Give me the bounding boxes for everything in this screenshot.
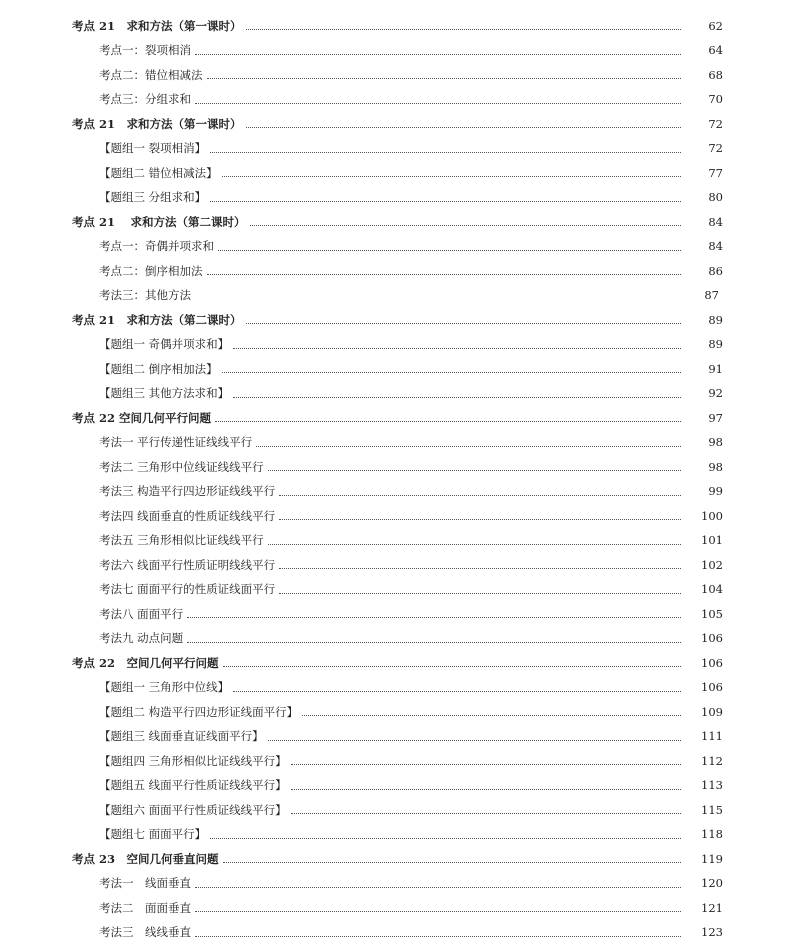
dot-leader <box>210 837 681 839</box>
toc-entry-title: 考法九 动点问题 <box>99 631 184 645</box>
toc-section-entry[interactable] <box>0 259 794 284</box>
toc-entry-title: 考点 21 求和方法（第二课时） <box>72 214 246 229</box>
toc-page-number: 77 <box>708 165 723 180</box>
dot-leader <box>195 935 681 937</box>
dot-leader <box>195 886 681 888</box>
toc-entry-title: 考法七 面面平行的性质证线面平行 <box>99 582 276 596</box>
toc-section-entry[interactable] <box>0 137 794 162</box>
dot-leader <box>246 28 681 30</box>
toc-section-entry[interactable] <box>0 235 794 260</box>
toc-page-number: 119 <box>701 851 723 866</box>
toc-section-entry[interactable] <box>0 333 794 358</box>
toc-entry-title: 考法二 三角形中位线证线线平行 <box>99 459 264 474</box>
dot-leader <box>279 567 681 569</box>
toc-section-entry[interactable] <box>0 504 794 529</box>
toc-page-number: 105 <box>701 606 723 621</box>
dot-leader <box>223 665 681 667</box>
toc-entry-title: 【题组一 三角形中位线】 <box>99 680 230 694</box>
dot-leader <box>291 788 681 790</box>
dot-leader <box>233 396 681 398</box>
toc-entry-title: 考法五 三角形相似比证线线平行 <box>99 533 264 547</box>
toc-page-number: 92 <box>708 386 723 400</box>
toc-page-number: 120 <box>701 876 723 890</box>
toc-entry-title: 【题组五 线面平行性质证线线平行】 <box>99 778 287 792</box>
toc-page-number: 115 <box>701 802 723 817</box>
toc-page-number: 102 <box>701 557 723 572</box>
toc-page-number: 64 <box>708 43 723 57</box>
dot-leader <box>246 322 681 324</box>
toc-section-entry[interactable] <box>0 88 794 113</box>
toc-entry-title: 考点 22 空间几何平行问题 <box>72 410 212 425</box>
toc-chapter-entry[interactable] <box>0 210 794 235</box>
toc-entry-title: 考点 21 求和方法（第二课时） <box>72 312 242 327</box>
dot-leader <box>195 102 681 104</box>
toc-entry-title: 考点二：错位相减法 <box>99 67 203 82</box>
toc-page-number: 106 <box>701 631 723 645</box>
toc-entry-title: 【题组三 其他方法求和】 <box>99 386 230 400</box>
toc-page-number: 86 <box>708 263 723 278</box>
toc-section-entry[interactable] <box>0 578 794 603</box>
dot-leader <box>268 739 681 741</box>
toc-section-entry[interactable] <box>0 627 794 652</box>
toc-section-entry[interactable] <box>0 431 794 456</box>
toc-section-entry[interactable] <box>0 63 794 88</box>
dot-leader <box>195 910 681 912</box>
dot-leader <box>223 861 681 863</box>
toc-section-entry[interactable] <box>0 872 794 897</box>
toc-page-number: 109 <box>701 704 723 719</box>
table-of-contents <box>0 14 794 945</box>
toc-entry-title: 考法一 平行传递性证线线平行 <box>99 435 253 449</box>
toc-page-number: 121 <box>701 900 723 915</box>
toc-page-number: 98 <box>708 459 723 474</box>
toc-section-entry[interactable] <box>0 480 794 505</box>
toc-section-entry[interactable] <box>0 161 794 186</box>
toc-page-number: 104 <box>701 582 723 596</box>
toc-section-entry[interactable] <box>0 602 794 627</box>
toc-entry-title: 考法一 线面垂直 <box>99 876 191 890</box>
toc-entry-title: 考法六 线面平行性质证明线线平行 <box>99 557 276 572</box>
toc-section-entry[interactable] <box>0 455 794 480</box>
toc-page-number: 87 <box>704 288 719 302</box>
toc-page-number: 111 <box>701 729 723 743</box>
toc-section-entry[interactable] <box>0 774 794 799</box>
toc-section-entry[interactable] <box>0 186 794 211</box>
toc-section-entry[interactable] <box>0 896 794 921</box>
toc-chapter-entry[interactable] <box>0 112 794 137</box>
dot-leader <box>210 151 681 153</box>
toc-entry-title: 考点 21 求和方法（第一课时） <box>72 116 242 131</box>
dot-leader <box>222 371 681 373</box>
dot-leader <box>268 543 681 545</box>
toc-chapter-entry[interactable] <box>0 847 794 872</box>
toc-section-entry[interactable] <box>0 357 794 382</box>
toc-section-entry[interactable] <box>0 529 794 554</box>
toc-entry-title: 【题组二 倒序相加法】 <box>99 361 218 376</box>
dot-leader <box>233 347 681 349</box>
toc-entry-title: 【题组一 奇偶并项求和】 <box>99 337 230 351</box>
toc-entry-title: 【题组七 面面平行】 <box>99 827 207 841</box>
toc-page-number: 72 <box>708 141 723 155</box>
toc-entry-title: 考法三：其他方法 <box>99 288 191 302</box>
dot-leader <box>215 420 681 422</box>
dot-leader <box>246 126 681 128</box>
toc-entry-title: 【题组二 构造平行四边形证线面平行】 <box>99 704 299 719</box>
toc-entry-title: 【题组三 线面垂直证线面平行】 <box>99 729 264 743</box>
toc-chapter-entry[interactable] <box>0 651 794 676</box>
toc-section-entry[interactable] <box>0 749 794 774</box>
toc-chapter-entry[interactable] <box>0 14 794 39</box>
toc-section-entry[interactable] <box>0 921 794 946</box>
dot-leader <box>207 273 682 275</box>
toc-page-number: 101 <box>701 533 723 547</box>
toc-entry-title: 考法三 线线垂直 <box>99 925 191 939</box>
toc-page-number: 89 <box>708 337 723 351</box>
toc-entry-title: 考法四 线面垂直的性质证线线平行 <box>99 508 276 523</box>
toc-chapter-entry[interactable] <box>0 308 794 333</box>
toc-section-entry[interactable] <box>0 553 794 578</box>
toc-page-number: 68 <box>708 67 723 82</box>
toc-entry-title: 考点 22 空间几何平行问题 <box>72 655 219 670</box>
toc-entry-title: 【题组三 分组求和】 <box>99 190 207 204</box>
dot-leader <box>268 469 681 471</box>
toc-page-number: 89 <box>708 312 723 327</box>
toc-section-entry[interactable] <box>0 823 794 848</box>
toc-entry-title: 考点一：裂项相消 <box>99 43 191 57</box>
dot-leader <box>256 445 681 447</box>
dot-leader <box>279 494 681 496</box>
toc-section-entry[interactable] <box>0 382 794 407</box>
toc-entry-title: 【题组四 三角形相似比证线线平行】 <box>99 753 287 768</box>
dot-leader <box>291 763 681 765</box>
toc-entry-title: 考法八 面面平行 <box>99 606 184 621</box>
toc-page-number: 113 <box>701 778 723 792</box>
toc-chapter-entry[interactable] <box>0 406 794 431</box>
toc-page-number: 72 <box>708 116 723 131</box>
dot-leader <box>279 592 681 594</box>
dot-leader <box>210 200 681 202</box>
toc-section-entry[interactable] <box>0 676 794 701</box>
dot-leader <box>218 249 681 251</box>
dot-leader <box>291 812 681 814</box>
toc-page-number: 106 <box>701 680 723 694</box>
dot-leader <box>233 690 681 692</box>
toc-section-entry[interactable] <box>0 39 794 64</box>
toc-page-number: 91 <box>708 361 723 376</box>
toc-page-number: 123 <box>701 925 723 939</box>
toc-entry-title: 【题组六 面面平行性质证线线平行】 <box>99 802 287 817</box>
toc-entry-title: 考点 23 空间几何垂直问题 <box>72 851 219 866</box>
dot-leader <box>302 714 681 716</box>
dot-leader <box>195 53 681 55</box>
toc-section-entry[interactable] <box>0 798 794 823</box>
toc-page-number: 70 <box>708 92 723 106</box>
toc-page-number: 84 <box>708 214 723 229</box>
toc-page-number: 84 <box>708 239 723 253</box>
dot-leader <box>250 224 681 226</box>
toc-page-number: 118 <box>701 827 723 841</box>
toc-section-entry[interactable] <box>0 284 794 309</box>
toc-entry-title: 考法三 构造平行四边形证线线平行 <box>99 484 276 498</box>
dot-leader <box>279 518 681 520</box>
toc-entry-title: 考点 21 求和方法（第一课时） <box>72 18 242 33</box>
toc-entry-title: 考点三：分组求和 <box>99 92 191 106</box>
toc-entry-title: 考法二 面面垂直 <box>99 900 191 915</box>
toc-page-number: 99 <box>708 484 723 498</box>
toc-page-number: 97 <box>708 410 723 425</box>
toc-page-number: 80 <box>708 190 723 204</box>
toc-page-number: 112 <box>701 753 723 768</box>
dot-leader <box>207 77 682 79</box>
toc-entry-title: 考点二：倒序相加法 <box>99 263 203 278</box>
toc-page-number: 62 <box>708 18 723 33</box>
toc-entry-title: 【题组一 裂项相消】 <box>99 141 207 155</box>
toc-page-number: 98 <box>708 435 723 449</box>
toc-entry-title: 【题组二 错位相减法】 <box>99 165 218 180</box>
toc-page-number: 100 <box>701 508 723 523</box>
dot-leader <box>187 616 681 618</box>
toc-section-entry[interactable] <box>0 700 794 725</box>
toc-section-entry[interactable] <box>0 725 794 750</box>
toc-page-number: 106 <box>701 655 723 670</box>
dot-leader <box>222 175 681 177</box>
dot-leader <box>187 641 681 643</box>
dot-leader <box>195 298 677 299</box>
toc-entry-title: 考点一：奇偶并项求和 <box>99 239 214 253</box>
